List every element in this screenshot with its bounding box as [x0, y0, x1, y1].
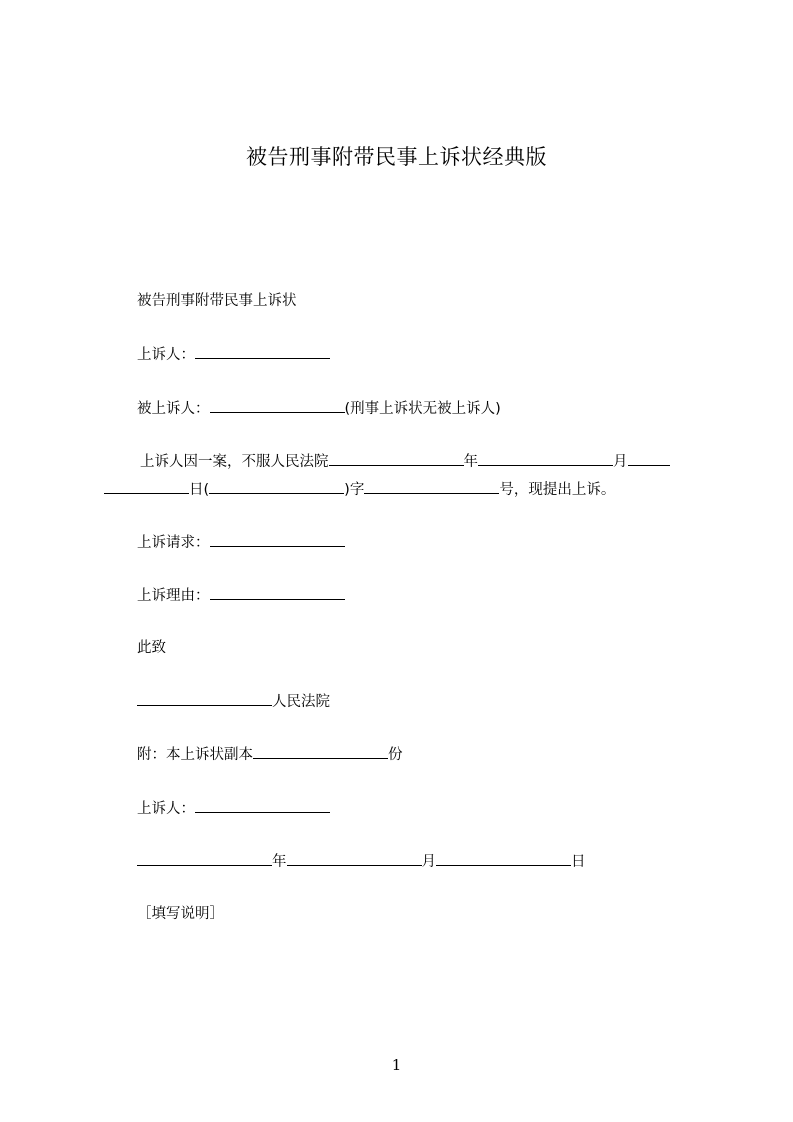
court-suffix: 人民法院 — [272, 694, 330, 710]
date-line — [137, 850, 586, 873]
court-blank — [329, 450, 464, 466]
appellee-line — [137, 397, 501, 420]
case-text: 上诉人因一案，不服人民法院 — [140, 454, 329, 470]
month-blank — [628, 450, 670, 466]
date-year-label: 年 — [272, 854, 287, 870]
appellant-blank — [195, 343, 330, 359]
page-number: 1 — [391, 1056, 402, 1074]
signature-label: 上诉人： — [137, 801, 195, 817]
court-line — [137, 690, 330, 713]
document-title: 被告刑事附带民事上诉状经典版 — [246, 145, 547, 169]
case-line-1 — [140, 450, 670, 473]
appellee-blank — [210, 397, 345, 413]
month-label: 月 — [613, 454, 628, 470]
copies-blank — [253, 743, 388, 759]
reason-label: 上诉理由： — [137, 588, 210, 604]
day-blank — [104, 478, 189, 494]
signature-line — [137, 797, 330, 820]
year-blank — [478, 450, 613, 466]
date-month-label: 月 — [421, 854, 436, 870]
date-day-label: 日 — [571, 854, 586, 870]
attachment-line — [137, 743, 403, 766]
date-month-blank — [287, 850, 422, 866]
signature-blank — [195, 797, 330, 813]
date-day-blank — [436, 850, 571, 866]
request-blank — [210, 531, 345, 547]
appellant-line — [137, 343, 330, 366]
request-label: 上诉请求： — [137, 535, 210, 551]
zi-label: )字 — [344, 482, 365, 498]
document-heading: 被告刑事附带民事上诉状 — [137, 293, 297, 309]
hao-text: 号，现提出上诉。 — [499, 482, 616, 498]
case-line-2 — [104, 478, 615, 501]
appellee-label: 被上诉人： — [137, 401, 210, 417]
appellant-label: 上诉人： — [137, 347, 195, 363]
year-label: 年 — [463, 454, 478, 470]
reason-line — [137, 584, 345, 607]
attachment-prefix: 附：本上诉状副本 — [137, 747, 253, 763]
court-name-blank — [137, 690, 272, 706]
day-label: 日( — [189, 482, 210, 498]
case-number-blank — [209, 478, 344, 494]
reason-blank — [210, 584, 345, 600]
number-blank — [364, 478, 499, 494]
appellee-note: (刑事上诉状无被上诉人) — [344, 401, 501, 417]
request-line — [137, 531, 345, 554]
attachment-suffix: 份 — [388, 747, 403, 763]
date-year-blank — [137, 850, 272, 866]
salutation: 此致 — [137, 640, 166, 656]
instructions-heading: ［填写说明］ — [137, 906, 224, 922]
